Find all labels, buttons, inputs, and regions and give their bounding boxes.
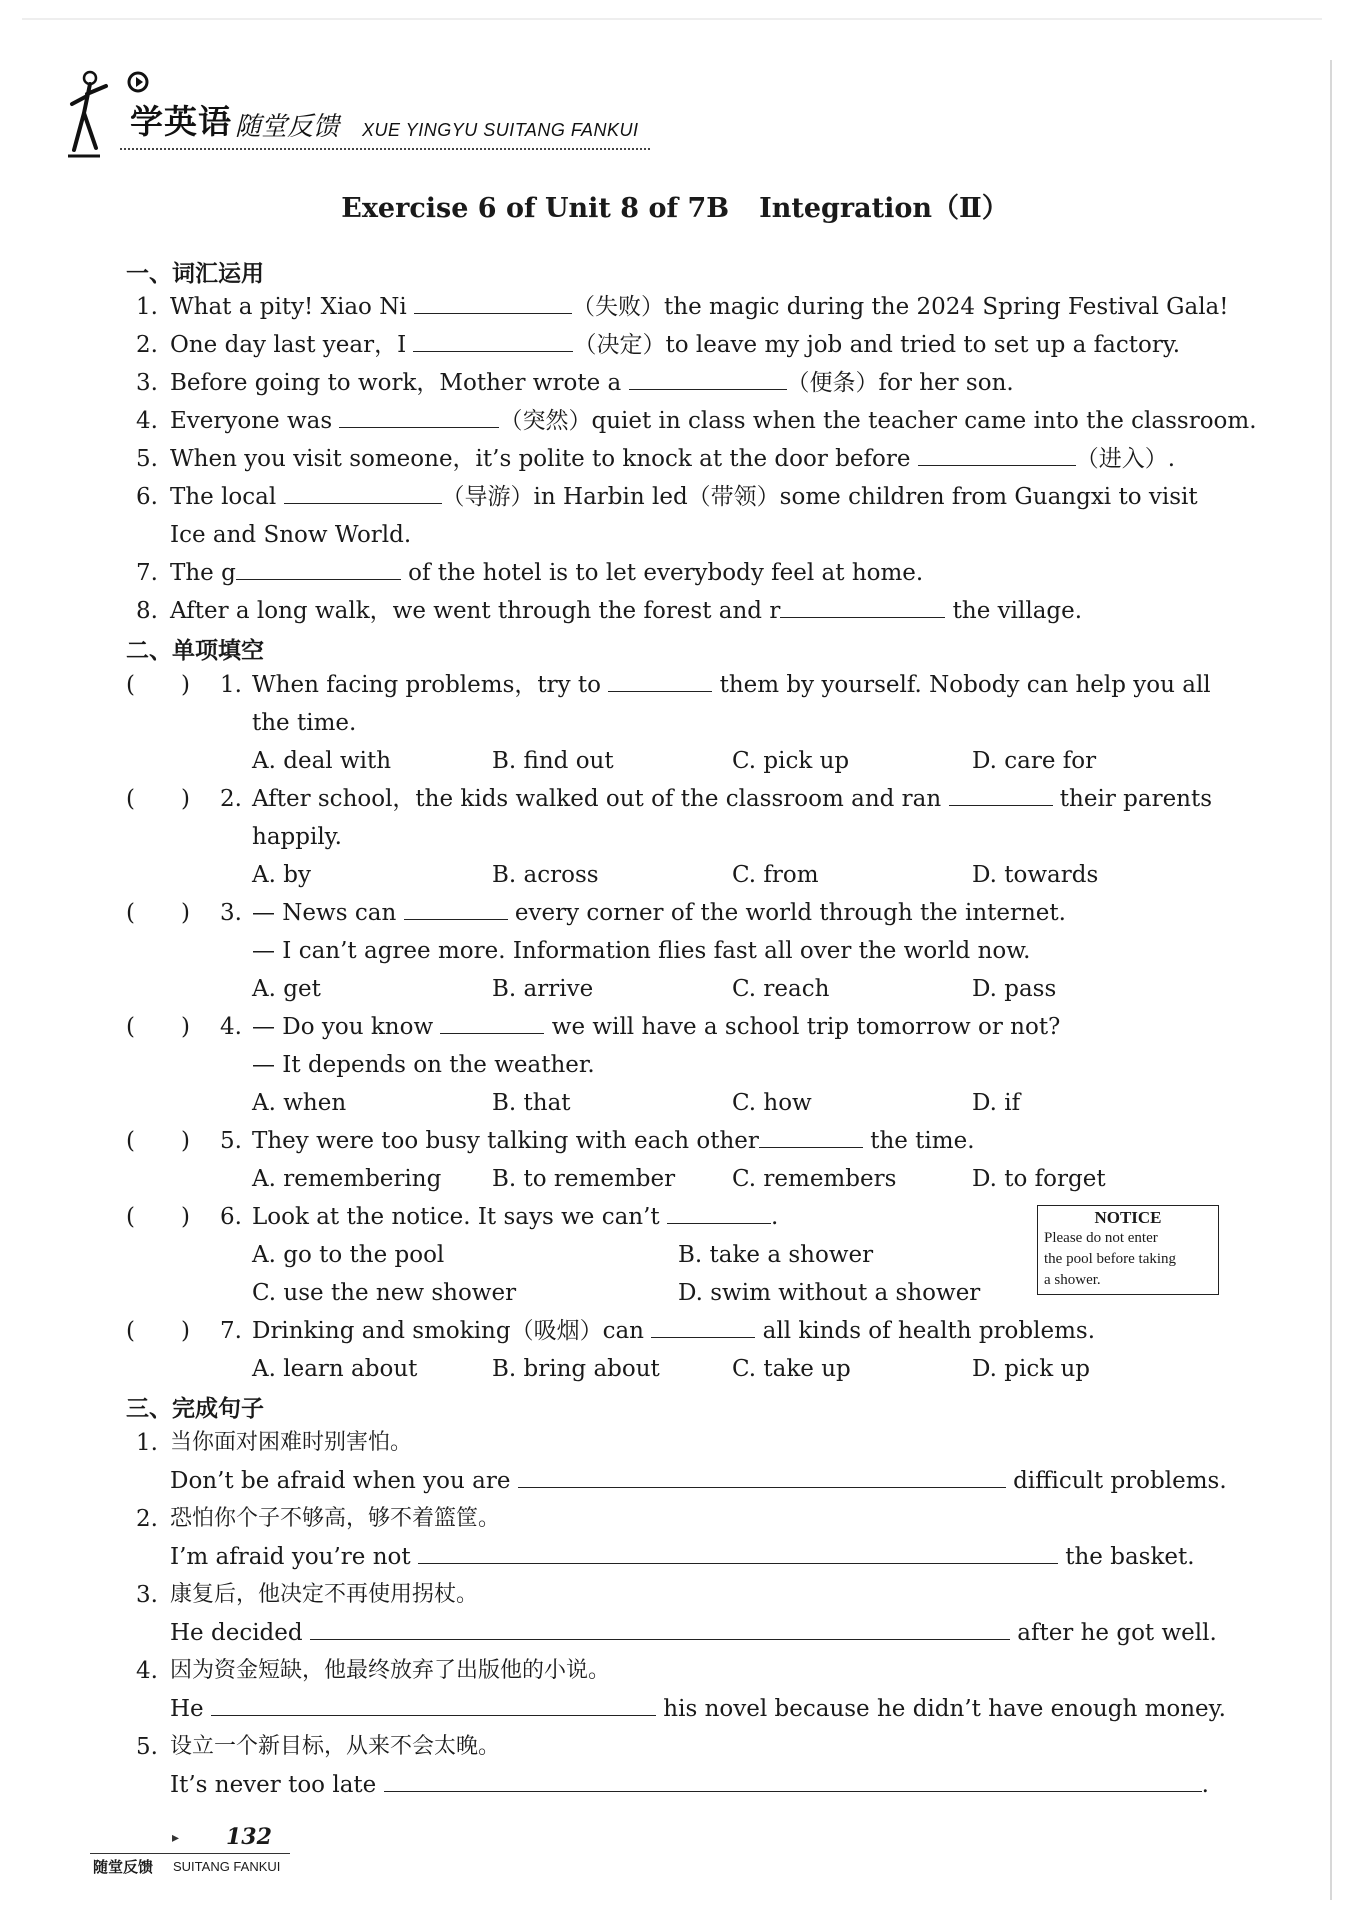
section-heading-vocabulary: 一、词汇运用 [126,261,264,287]
option-d[interactable]: D. care for [972,748,1097,774]
title-main: Exercise 6 of Unit 8 of 7B [341,193,730,224]
answer-blank[interactable] [310,1619,1010,1640]
answer-blank [608,671,712,692]
option-a[interactable]: A. remembering [252,1166,442,1192]
answer-blank[interactable] [629,369,787,390]
section-heading-multiple-choice: 二、单项填空 [126,638,264,664]
answer-blank[interactable] [284,483,442,504]
notice-box [1037,1205,1219,1295]
option-c[interactable]: C. reach [732,976,830,1002]
answer-blank[interactable] [918,445,1076,466]
answer-blank[interactable] [384,1771,1202,1792]
answer-blank[interactable] [780,597,945,618]
page-edge [22,18,1322,20]
option-a[interactable]: A. get [252,976,321,1002]
option-a[interactable]: A. when [252,1090,347,1116]
option-b[interactable]: B. arrive [492,976,594,1002]
page-edge [1330,60,1332,1900]
page-number: 132 [226,1824,272,1850]
option-c[interactable]: C. use the new shower [252,1280,517,1306]
answer-blank[interactable] [211,1695,656,1716]
answer-bracket[interactable]: ( ) [126,786,190,812]
answer-blank [759,1127,863,1148]
header-cn-subtitle: 随堂反馈 [235,112,340,142]
option-d[interactable]: D. to forget [972,1166,1106,1192]
answer-bracket[interactable]: ( ) [126,1318,190,1344]
header-cn-title: 学英语 [130,102,232,141]
answer-blank[interactable] [339,407,499,428]
answer-blank[interactable] [236,559,401,580]
page-title [0,186,1350,225]
option-c[interactable]: C. remembers [732,1166,897,1192]
notice-text: Please do not enter the pool before taking a shower. [1044,1230,1177,1288]
answer-blank[interactable] [518,1467,1006,1488]
answer-blank[interactable] [414,293,572,314]
answer-bracket[interactable]: ( ) [126,900,190,926]
footer-en-label: SUITANG FANKUI [173,1859,281,1874]
answer-blank[interactable] [413,331,573,352]
title-sub: Integration（Ⅱ） [759,193,1009,224]
option-b[interactable]: B. bring about [492,1356,660,1382]
option-d[interactable]: D. pass [972,976,1057,1002]
footer-cn-label: 随堂反馈 [93,1858,154,1876]
answer-blank[interactable] [418,1543,1058,1564]
option-b[interactable]: B. take a shower [678,1242,874,1268]
worksheet-page: 学英语 随堂反馈 XUE YINGYU SUITANG FANKUI Exercise 6 of Unit 8 of 7B Integration（Ⅱ） 一、词汇运用 1. What a pity! Xiao Ni （失败）the magic during the 2024 Spring Festival Gala! 2. One day last year，I （决定）to leave my job and tried to set up a factory. 3. Before going to work，Mother wrote a （便条）for her son. 4. Everyone was （突然）quiet in class when the teacher came into the classroom. 5. When you visit someone，it’s polite to knock at the door before （进入）. 6. The local （导游）in Harbin led（带领）some children from Guangxi to visit Ice and Snow World. 7. The g of the hotel is to let everybody feel at home. 8. After a long walk，we went through the forest and r the village. 二、单项填空 ( ) 1. When facing problems，try to them by yourself. Nobody can help you all the time. A. deal with B. find out C. pick up D. care for ( ) 2. After school，the kids walked out of the classroom and ran their parents happily. A. by B. across C. from D. towards ( ) 3. — News can every corner of the world through the internet. — I can’t agree more. Information flies fast all over the world now. A. get B. arrive C. reach D. pass ( ) 4. — Do you know we will have a school trip tomorrow or not? — It depends on the weather. A. when B. that C. how D. if ( ) 5. They were too busy talking with each other the time. A. remembering B. to remember C. remembers D. to forget ( ) 6. Look at the notice. It says we can’t . A. go to the pool B. take a shower C. use the new shower D. swim without a shower NOTICE Please do not enter the pool before taking a shower. ( ) 7. Drinking and smoking（吸烟）can all kinds of health problems. A. learn about B. bring about C. take up D. pick up 三、完成句子 1. 当你面对困难时别害怕。 Don’t be afraid when you are difficult problems. 2. 恐怕你个子不够高，够不着篮筐。 I’m afraid you’re not the basket. 3. 康复后，他决定不再使用拐杖。 He decided after he got well. 4. 因为资金短缺，他最终放弃了出版他的小说。 He his novel because he didn’t have enough money. 5. 设立一个新目标，从来不会太晚。 It’s never too late . ▸ 132 随堂反馈 SUITANG FANKUI [0,0,1350,1919]
option-d[interactable]: D. pick up [972,1356,1090,1382]
option-d[interactable]: D. towards [972,862,1099,888]
section-heading-complete-sentences: 三、完成句子 [126,1396,264,1422]
option-b[interactable]: B. that [492,1090,571,1116]
option-c[interactable]: C. take up [732,1356,851,1382]
option-b[interactable]: B. find out [492,748,614,774]
answer-bracket[interactable]: ( ) [126,1014,190,1040]
answer-blank [404,899,508,920]
option-b[interactable]: B. to remember [492,1166,676,1192]
answer-blank [667,1203,771,1224]
option-b[interactable]: B. across [492,862,599,888]
answer-blank [949,785,1053,806]
option-c[interactable]: C. pick up [732,748,850,774]
option-d[interactable]: D. if [972,1090,1021,1116]
footer-divider [90,1853,290,1854]
answer-blank [440,1013,544,1034]
notice-title: NOTICE [1094,1208,1162,1227]
option-c[interactable]: C. from [732,862,819,888]
option-a[interactable]: A. deal with [252,748,392,774]
answer-bracket[interactable]: ( ) [126,1128,190,1154]
option-a[interactable]: A. go to the pool [252,1242,445,1268]
answer-bracket[interactable]: ( ) [126,672,190,698]
option-a[interactable]: A. by [252,862,311,888]
book-header [60,58,660,168]
answer-blank [651,1317,755,1338]
option-a[interactable]: A. learn about [252,1356,418,1382]
arrow-icon: ▸ [172,1830,180,1846]
option-c[interactable]: C. how [732,1090,812,1116]
header-en-title: XUE YINGYU SUITANG FANKUI [362,120,639,140]
option-d[interactable]: D. swim without a shower [678,1280,981,1306]
answer-bracket[interactable]: ( ) [126,1204,190,1230]
header-divider [120,148,650,150]
